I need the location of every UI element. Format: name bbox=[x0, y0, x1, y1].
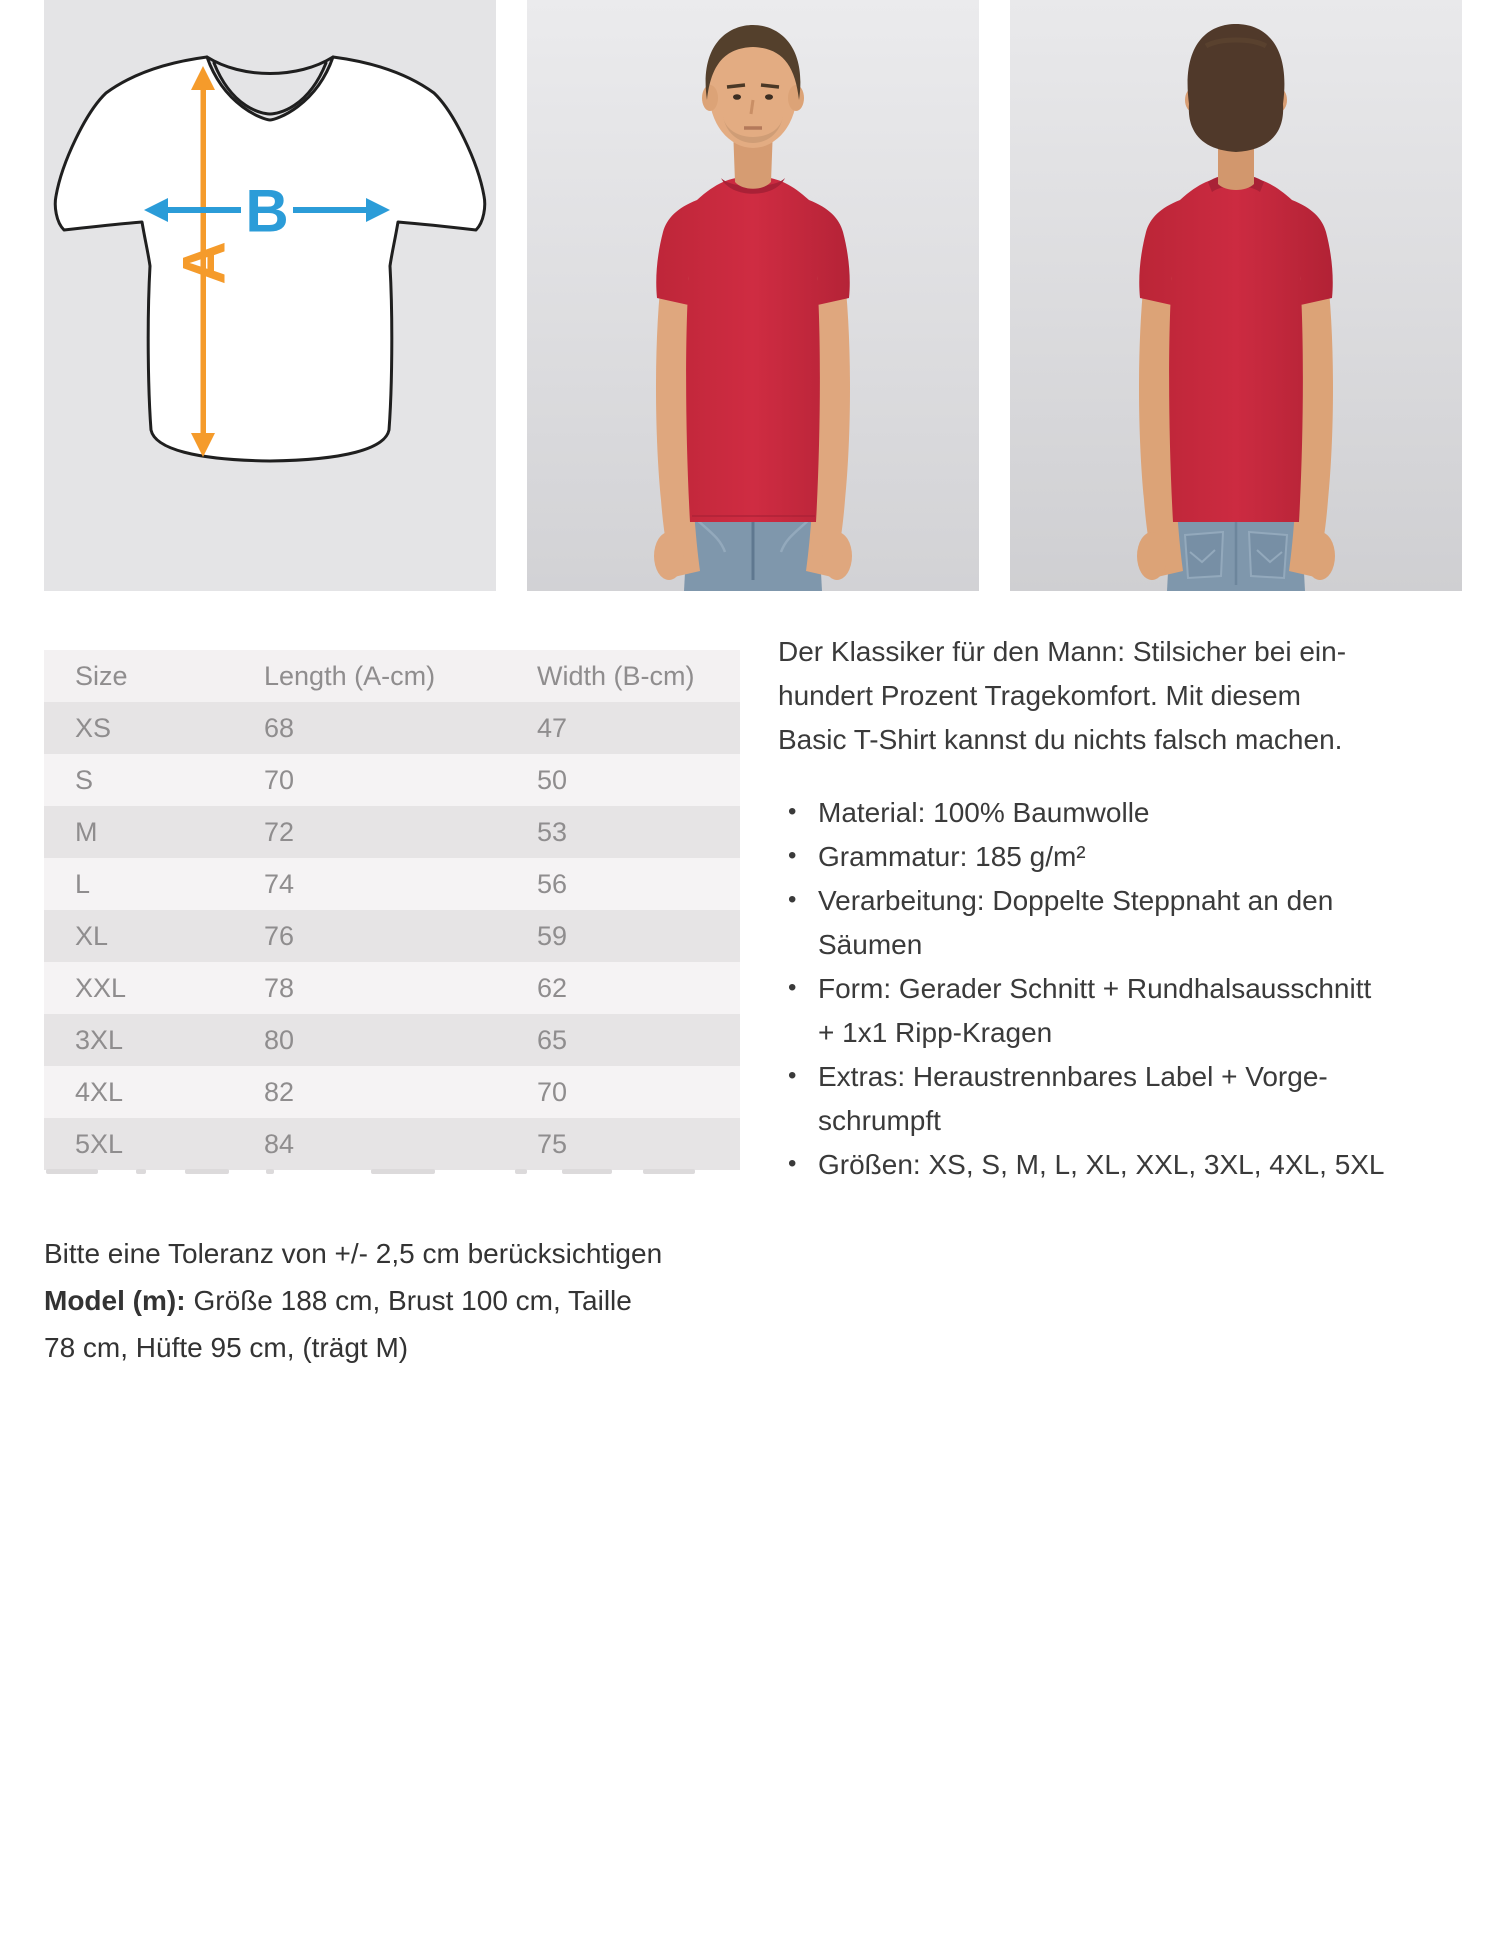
size-cell: XS bbox=[75, 712, 112, 743]
length-cell: 78 bbox=[264, 972, 295, 1003]
bullet-marker: • bbox=[788, 886, 797, 913]
size-cell: 4XL bbox=[75, 1076, 124, 1107]
bullet-marker: • bbox=[788, 842, 797, 869]
feature-line: + 1x1 Ripp-Kragen bbox=[818, 1017, 1053, 1048]
model-back-illustration bbox=[1010, 0, 1462, 591]
feature-grammatur bbox=[778, 835, 1456, 879]
model-front-illustration bbox=[527, 0, 979, 591]
size-cell: XXL bbox=[75, 972, 127, 1003]
width-cell: 59 bbox=[537, 920, 568, 951]
feature-material bbox=[778, 791, 1456, 835]
size-cell: M bbox=[75, 816, 98, 847]
table-row bbox=[44, 1066, 740, 1118]
tshirt-measurement-diagram bbox=[44, 0, 496, 591]
label-a: A bbox=[170, 241, 238, 285]
length-cell: 74 bbox=[264, 868, 295, 899]
length-cell: 84 bbox=[264, 1128, 295, 1159]
length-cell: 76 bbox=[264, 920, 295, 951]
feature-groessen bbox=[778, 1143, 1456, 1187]
width-cell: 70 bbox=[537, 1076, 568, 1107]
feature-extras bbox=[778, 1055, 1456, 1143]
table-row bbox=[44, 1118, 740, 1170]
feature-list bbox=[778, 791, 1456, 1187]
feature-line: Säumen bbox=[818, 929, 923, 960]
feature-line: schrumpft bbox=[818, 1105, 941, 1136]
size-cell: XL bbox=[75, 920, 109, 951]
table-row bbox=[44, 1014, 740, 1066]
feature-line: Grammatur: 185 g/m² bbox=[818, 841, 1086, 872]
size-cell: 3XL bbox=[75, 1024, 124, 1055]
bullet-marker: • bbox=[788, 798, 797, 825]
model-info-text: Größe 188 cm, Brust 100 cm, Taille bbox=[193, 1285, 632, 1316]
size-cell: L bbox=[75, 868, 91, 899]
width-cell: 53 bbox=[537, 816, 568, 847]
size-table bbox=[44, 650, 740, 1170]
bullet-marker: • bbox=[788, 1062, 797, 1089]
product-description bbox=[778, 630, 1456, 1187]
table-row bbox=[44, 754, 740, 806]
column-header-length: Length (A-cm) bbox=[264, 660, 436, 691]
table-row bbox=[44, 702, 740, 754]
model-label: Model (m): bbox=[44, 1285, 186, 1316]
model-info-line-1 bbox=[44, 1277, 684, 1324]
feature-line: Material: 100% Baumwolle bbox=[818, 797, 1150, 828]
table-row bbox=[44, 962, 740, 1014]
column-header-width: Width (B-cm) bbox=[537, 660, 695, 691]
table-row bbox=[44, 858, 740, 910]
feature-form bbox=[778, 967, 1456, 1055]
length-cell: 70 bbox=[264, 764, 295, 795]
width-cell: 50 bbox=[537, 764, 568, 795]
size-cell: 5XL bbox=[75, 1128, 124, 1159]
feature-line: Extras: Heraustrennbares Label + Vorge- bbox=[818, 1061, 1328, 1092]
width-cell: 75 bbox=[537, 1128, 568, 1159]
width-cell: 62 bbox=[537, 972, 568, 1003]
intro-line: hundert Prozent Tragekomfort. Mit diesem bbox=[778, 680, 1301, 711]
size-diagram-panel bbox=[44, 0, 496, 591]
width-cell: 47 bbox=[537, 712, 568, 743]
feature-verarbeitung bbox=[778, 879, 1456, 967]
description-intro bbox=[778, 630, 1456, 762]
length-cell: 68 bbox=[264, 712, 295, 743]
model-info-line-2: 78 cm, Hüfte 95 cm, (trägt M) bbox=[44, 1332, 409, 1363]
tolerance-note: Bitte eine Toleranz von +/- 2,5 cm berücksichtigen bbox=[44, 1238, 663, 1269]
bullet-marker: • bbox=[788, 1150, 797, 1177]
feature-line: Form: Gerader Schnitt + Rundhalsausschnitt bbox=[818, 973, 1372, 1004]
column-header-size: Size bbox=[75, 660, 128, 691]
label-b: B bbox=[245, 177, 289, 245]
length-cell: 82 bbox=[264, 1076, 295, 1107]
model-front-photo bbox=[527, 0, 979, 591]
clipped-row-artifact bbox=[44, 1167, 740, 1176]
measurement-notes bbox=[44, 1230, 684, 1371]
length-cell: 80 bbox=[264, 1024, 295, 1055]
width-cell: 56 bbox=[537, 868, 568, 899]
table-row bbox=[44, 910, 740, 962]
length-cell: 72 bbox=[264, 816, 295, 847]
table-row bbox=[44, 806, 740, 858]
intro-line: Der Klassiker für den Mann: Stilsicher bei ein- bbox=[778, 636, 1347, 667]
feature-line: Verarbeitung: Doppelte Steppnaht an den bbox=[818, 885, 1334, 916]
size-table-header-row bbox=[44, 650, 740, 702]
width-cell: 65 bbox=[537, 1024, 568, 1055]
intro-line: Basic T-Shirt kannst du nichts falsch machen. bbox=[778, 724, 1343, 755]
model-back-photo bbox=[1010, 0, 1462, 591]
bullet-marker: • bbox=[788, 974, 797, 1001]
feature-line: Größen: XS, S, M, L, XL, XXL, 3XL, 4XL, 5XL bbox=[818, 1149, 1385, 1180]
size-cell: S bbox=[75, 764, 94, 795]
